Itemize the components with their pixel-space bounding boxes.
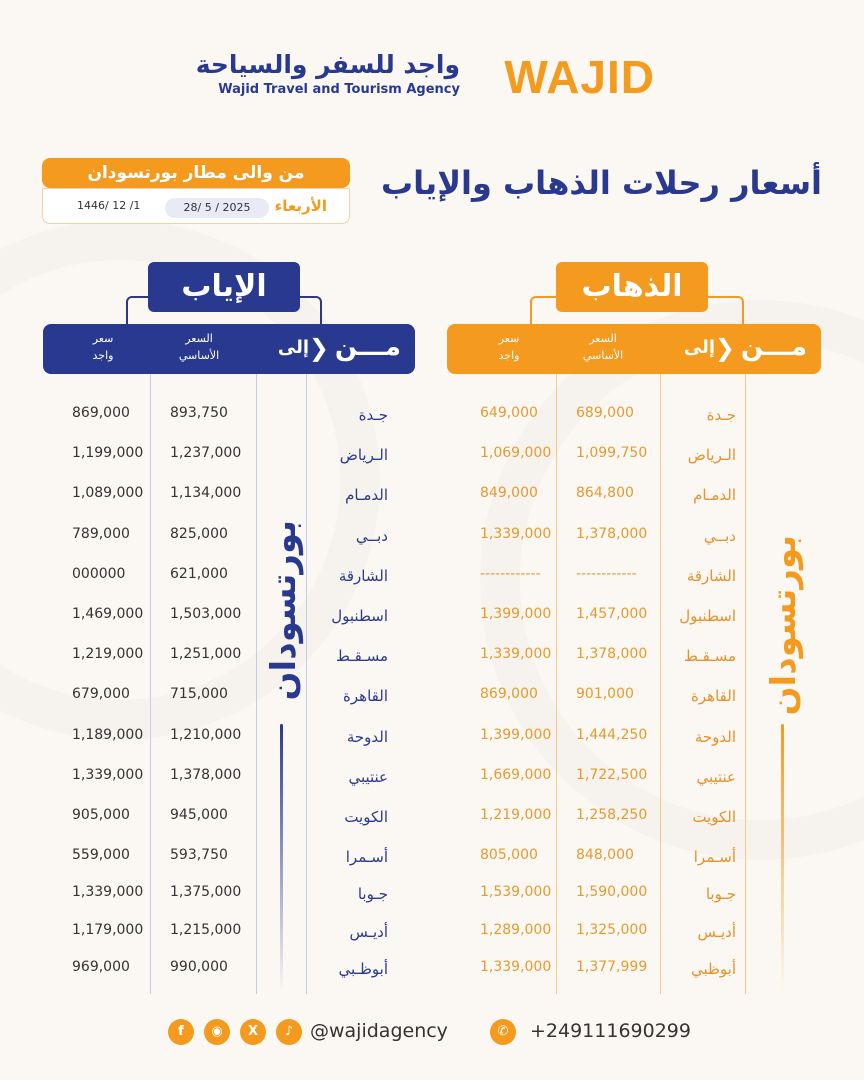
wajid-price-cell: 679,000 bbox=[72, 686, 130, 703]
base-price-cell: 1,722,500 bbox=[576, 766, 648, 783]
wajid-price-cell: 1,199,000 bbox=[72, 445, 144, 462]
base-price-cell: 1,590,000 bbox=[576, 884, 648, 901]
wajid-price-cell: 1,089,000 bbox=[72, 485, 144, 502]
base-price-header-line1: السعر bbox=[589, 332, 617, 345]
wajid-price-cell: 1,339,000 bbox=[480, 525, 552, 542]
wajid-price-cell: 1,339,000 bbox=[72, 766, 144, 783]
base-price-cell: 1,251,000 bbox=[170, 646, 242, 663]
chevron-left-icon: ❯ bbox=[308, 334, 329, 362]
destination-city: عنتيبي bbox=[696, 767, 736, 786]
destination-city: أديـس bbox=[697, 922, 736, 941]
base-price-cell: 1,378,000 bbox=[576, 525, 648, 542]
base-price-cell: 1,375,000 bbox=[170, 884, 242, 901]
destination-city: جـدة bbox=[358, 406, 388, 424]
divider bbox=[660, 374, 661, 994]
base-price-cell: 1,134,000 bbox=[170, 485, 242, 502]
page-title: أسعار رحلات الذهاب والإياب bbox=[381, 164, 822, 202]
wajid-price-cell: 1,219,000 bbox=[480, 807, 552, 823]
base-price-header-line1: السعر bbox=[185, 332, 213, 345]
wajid-price-cell: 1,289,000 bbox=[480, 921, 552, 938]
base-price-cell: 1,210,000 bbox=[170, 726, 242, 743]
destination-city: القاهرة bbox=[343, 687, 388, 706]
divider bbox=[556, 374, 557, 994]
base-price-cell: 825,000 bbox=[170, 525, 228, 542]
route-label: من والى مطار بورتسودان bbox=[42, 158, 350, 188]
wajid-price-cell: 1,339,000 bbox=[480, 958, 552, 975]
divider bbox=[306, 374, 307, 994]
date-strip bbox=[42, 188, 350, 224]
return-hub-label: بورتسودان bbox=[264, 520, 304, 701]
destination-city: الدوحة bbox=[346, 727, 388, 746]
base-price-cell: 715,000 bbox=[170, 686, 228, 703]
wajid-price-cell: 905,000 bbox=[72, 807, 130, 823]
return-title: الإياب bbox=[148, 262, 300, 312]
brand-arabic-name: واجد للسفر والسياحة bbox=[195, 50, 460, 79]
base-price-cell: 848,000 bbox=[576, 847, 634, 864]
wajid-price-cell: 1,399,000 bbox=[480, 606, 552, 622]
day-name: الأربعاء bbox=[274, 197, 327, 215]
base-price-cell: 1,215,000 bbox=[170, 921, 242, 938]
wajid-price-cell: 1,669,000 bbox=[480, 766, 552, 783]
base-price-cell: 1,378,000 bbox=[576, 646, 648, 663]
wajid-logo-mark: WAJID bbox=[504, 51, 655, 103]
destination-city: القاهرة bbox=[691, 687, 736, 706]
wajid-price-cell: 1,339,000 bbox=[72, 884, 144, 901]
base-price-cell: 621,000 bbox=[170, 565, 228, 582]
base-price-header-line2: الأساسي bbox=[582, 349, 624, 362]
wajid-price-cell: 969,000 bbox=[72, 958, 130, 975]
base-price-cell: ------------ bbox=[576, 565, 637, 582]
base-price-cell: 893,750 bbox=[170, 405, 228, 421]
destination-city: جـوبا bbox=[357, 885, 388, 904]
base-price-cell: 689,000 bbox=[576, 405, 634, 421]
destination-city: دبــي bbox=[703, 526, 736, 545]
wajid-price-cell: 1,179,000 bbox=[72, 921, 144, 938]
destination-city: عنتيبي bbox=[348, 767, 388, 786]
destination-city: الشارقة bbox=[338, 566, 388, 585]
instagram-icon[interactable]: ◉ bbox=[204, 1019, 230, 1045]
divider bbox=[150, 374, 151, 994]
wajid-price-cell: ------------ bbox=[480, 565, 541, 582]
base-price-cell: 1,325,000 bbox=[576, 921, 648, 938]
destination-city: الشارقة bbox=[686, 566, 736, 585]
route-info-box bbox=[42, 158, 350, 224]
base-price-header bbox=[573, 330, 633, 364]
destination-city: الكويت bbox=[692, 808, 736, 826]
base-price-cell: 1,503,000 bbox=[170, 606, 242, 622]
wajid-price-header bbox=[73, 330, 133, 364]
base-price-cell: 1,444,250 bbox=[576, 726, 648, 743]
wajid-price-header-line2: واجد bbox=[92, 349, 114, 362]
social-handle[interactable]: @wajidagency bbox=[310, 1020, 448, 1042]
gregorian-date: 28/ 5 / 2025 bbox=[165, 198, 269, 218]
base-price-cell: 1,377,999 bbox=[576, 958, 648, 975]
destination-city: مسـقـط bbox=[683, 647, 736, 666]
destination-city: جـوبا bbox=[705, 885, 736, 904]
outbound-column-header bbox=[447, 324, 821, 374]
wajid-price-cell: 1,189,000 bbox=[72, 726, 144, 743]
destination-city: الـرياض bbox=[339, 446, 388, 465]
whatsapp-icon[interactable]: ✆ bbox=[490, 1019, 516, 1045]
x-icon[interactable]: X bbox=[240, 1019, 266, 1045]
destination-city: الدمـام bbox=[345, 486, 388, 505]
destination-city: الدوحة bbox=[694, 727, 736, 746]
destination-city: أبوظـبي bbox=[338, 959, 388, 978]
footer bbox=[0, 1016, 864, 1050]
brand-english-name: Wajid Travel and Tourism Agency bbox=[218, 82, 460, 97]
base-price-cell: 1,378,000 bbox=[170, 766, 242, 783]
base-price-cell: 1,099,750 bbox=[576, 445, 648, 462]
base-price-cell: 593,750 bbox=[170, 847, 228, 864]
from-label: مـــن bbox=[740, 332, 807, 362]
tiktok-icon[interactable]: ♪ bbox=[276, 1019, 302, 1045]
wajid-price-cell: 1,339,000 bbox=[480, 646, 552, 663]
wajid-price-cell: 1,069,000 bbox=[480, 445, 552, 462]
facebook-icon[interactable]: f bbox=[168, 1019, 194, 1045]
base-price-header bbox=[169, 330, 229, 364]
wajid-price-cell: 869,000 bbox=[480, 686, 538, 703]
wajid-price-header bbox=[479, 330, 539, 364]
wajid-price-cell: 789,000 bbox=[72, 525, 130, 542]
wajid-price-header-line2: واجد bbox=[498, 349, 520, 362]
wajid-price-cell: 649,000 bbox=[480, 405, 538, 421]
to-label: إلى bbox=[683, 337, 715, 358]
wajid-price-cell: 000000 bbox=[72, 565, 126, 582]
outbound-title: الذهاب bbox=[556, 262, 708, 312]
base-price-cell: 864,800 bbox=[576, 485, 634, 502]
wajid-price-cell: 1,539,000 bbox=[480, 884, 552, 901]
destination-city: اسطنبول bbox=[331, 607, 388, 625]
divider bbox=[745, 374, 746, 994]
base-price-cell: 990,000 bbox=[170, 958, 228, 975]
base-price-cell: 945,000 bbox=[170, 807, 228, 823]
wajid-price-cell: 849,000 bbox=[480, 485, 538, 502]
return-column-header bbox=[43, 324, 415, 374]
destination-city: أديـس bbox=[349, 922, 388, 941]
base-price-cell: 1,457,000 bbox=[576, 606, 648, 622]
destination-city: جـدة bbox=[706, 406, 736, 424]
return-tail bbox=[280, 724, 283, 994]
from-label: مـــن bbox=[334, 332, 401, 362]
base-price-cell: 901,000 bbox=[576, 686, 634, 703]
base-price-cell: 1,237,000 bbox=[170, 445, 242, 462]
outbound-hub-label: بورتسودان bbox=[764, 535, 804, 716]
to-label: إلى bbox=[277, 337, 309, 358]
outbound-tail bbox=[781, 724, 784, 994]
brand-logo bbox=[195, 48, 655, 108]
wajid-price-cell: 1,399,000 bbox=[480, 726, 552, 743]
destination-city: الـرياض bbox=[687, 446, 736, 465]
destination-city: اسطنبول bbox=[679, 607, 736, 625]
hijri-date: 1446/ 12 /1 bbox=[77, 199, 141, 212]
wajid-price-cell: 805,000 bbox=[480, 847, 538, 864]
wajid-price-cell: 559,000 bbox=[72, 847, 130, 864]
divider bbox=[256, 374, 257, 994]
wajid-price-cell: 1,219,000 bbox=[72, 646, 144, 663]
destination-city: أسـمرا bbox=[345, 848, 388, 867]
destination-city: أبوظبي bbox=[690, 959, 736, 978]
phone-number[interactable]: +249111690299 bbox=[530, 1020, 691, 1042]
wajid-price-cell: 869,000 bbox=[72, 405, 130, 421]
wajid-price-header-line1: سعر bbox=[92, 332, 114, 345]
wajid-price-header-line1: سعر bbox=[498, 332, 520, 345]
destination-city: الكويت bbox=[344, 808, 388, 826]
destination-city: مسـقـط bbox=[335, 647, 388, 666]
destination-city: دبــي bbox=[355, 526, 388, 545]
destination-city: أسـمرا bbox=[693, 848, 736, 867]
destination-city: الدمـام bbox=[693, 486, 736, 505]
wajid-price-cell: 1,469,000 bbox=[72, 606, 144, 622]
base-price-cell: 1,258,250 bbox=[576, 807, 648, 823]
chevron-left-icon: ❯ bbox=[714, 334, 735, 362]
base-price-header-line2: الأساسي bbox=[178, 349, 220, 362]
